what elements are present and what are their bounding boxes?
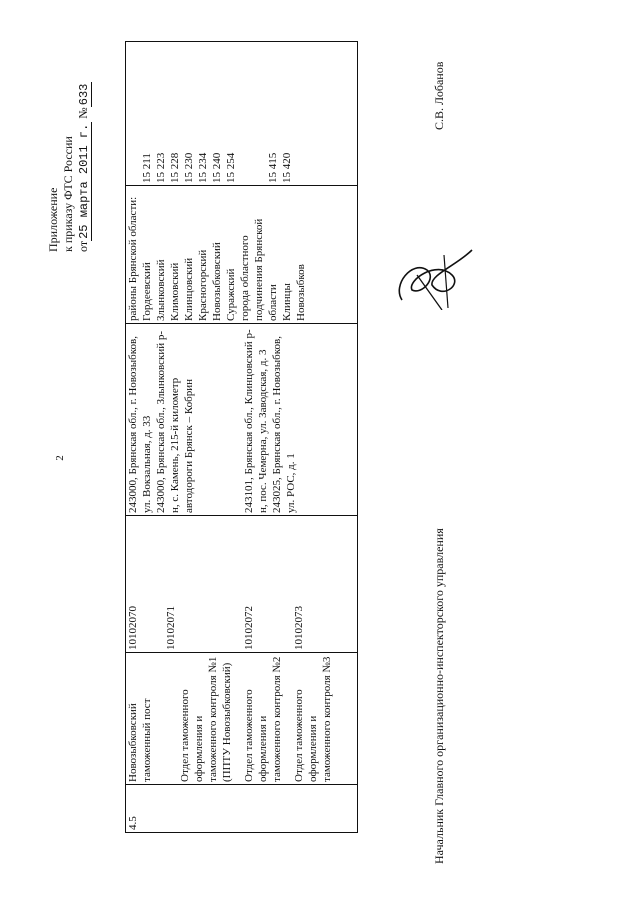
row-index: 4.5 [126,785,358,833]
district-3: Клинцовский [183,257,195,321]
post-code-4: 10102073 [292,606,305,650]
district-6: Суражский [225,268,237,321]
district-code-5: 15 240 [211,152,223,183]
cities-header: города областного подчинения Брянской области [239,218,279,321]
district-4: Красногорский [197,249,209,321]
post-address-3: 243101, Брянская обл., Клинцовский р-н, пос. Чемерна, ул. Заводская, д. 3 243025, Брянская обл., г. Новозыбков, ул. РОС, д. 1 [242,324,358,516]
district-code-1: 15 223 [155,152,167,183]
post-name-2: Отдел таможенного оформления и таможенного контроля №1 (ППТУ Новозыбковский) [179,656,233,782]
signature-image [382,240,482,310]
footer-title: Начальник Главного организационно-инспекторского управления [432,528,446,864]
appendix-number-prefix: № [76,107,90,119]
appendix-header [46,82,92,252]
post-code-2: 10102071 [165,606,177,650]
district-0: Гордеевский [141,262,153,321]
appendix-number-value: 633 [77,83,91,106]
post-name-3: Отдел таможенного оформления и таможенного контроля №2 Отдел таможенного оформления и таможенного контроля №3 [242,653,358,785]
appendix-date-prefix: от [76,240,90,252]
city-1: Новозыбков [295,264,307,321]
appendix-line-1: Приложение [46,187,60,252]
city-code-0: 15 415 [267,152,279,183]
district-code-3: 15 230 [183,152,195,183]
post-address-2: 243000, Брянская обл., Злынковский р-н, с. Камень, 215-й километр автодороги Брянск – Кобрин [155,330,195,513]
district-code-2: 15 228 [169,152,181,183]
territory-cell [126,186,358,324]
city-code-1: 15 420 [281,152,293,183]
page-number: 2 [53,455,66,461]
post-address-1: 243000, Брянская обл., г. Новозыбков, ул. Вокзальная, д. 33 243000, Брянская обл., Злынковский р-н, с. Камень, 215-й километр автодороги Брянск – Кобрин [126,324,242,516]
territory-header: районы Брянской области: [127,196,139,321]
post-address-4: 243025, Брянская обл., г. Новозыбков, ул. РОС, д. 1 [270,336,297,513]
appendix-date-line [76,82,92,252]
post-code-3: 10102072 10102073 [242,516,358,653]
post-name-1: Новозыбковский таможенный пост Отдел таможенного оформления и таможенного контроля №1 (ППТУ Новозыбковский) [126,653,242,785]
customs-table [125,42,357,833]
district-code-0: 15 211 [141,153,153,183]
post-name-4: Отдел таможенного оформления и таможенного контроля №3 [292,656,333,782]
post-code-1: 10102070 10102071 [126,516,242,653]
district-1: Злынковский [155,259,167,321]
appendix-line-2: к приказу ФТС России [61,136,75,252]
city-0: Клинцы [281,283,293,321]
district-code-4: 15 234 [197,152,209,183]
footer-name: С.В. Лобанов [432,61,446,130]
district-code-6: 15 254 [225,152,237,183]
district-5: Новозыбковский [211,242,223,321]
district-2: Климовский [169,262,181,321]
territory-codes-cell [126,42,358,186]
appendix-date-value: 25 марта 2011 г. [77,123,91,239]
